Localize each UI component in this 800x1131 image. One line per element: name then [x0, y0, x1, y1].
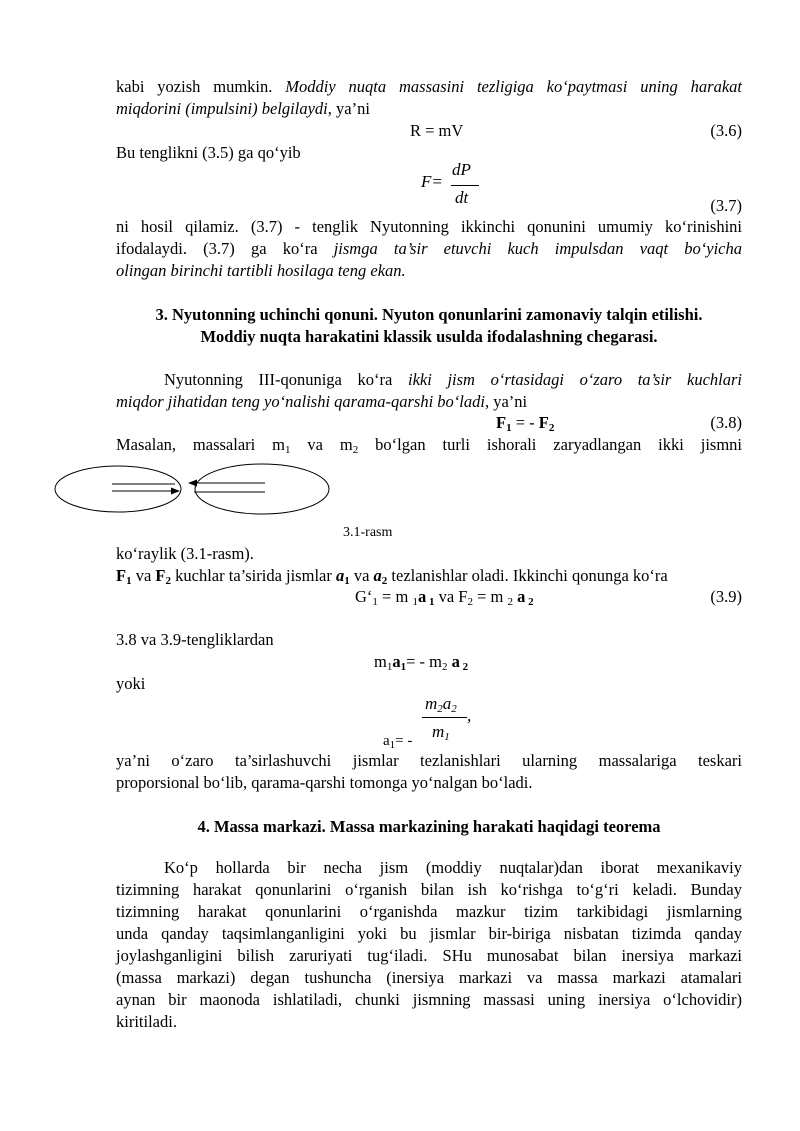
fraction-comma: , [467, 706, 472, 725]
fraction-bar [422, 717, 467, 718]
body-2-ellipse [195, 464, 329, 514]
text-line: Bu tenglikni (3.5) ga qo‘yib [116, 143, 301, 162]
equation-3-6: R = mV [410, 121, 464, 140]
equation-number: (3.7) [710, 196, 742, 215]
text-line: tizimning harakat qonunlarini o‘rganishda mazkur tizim tarkibidagi jismlarning [116, 902, 742, 921]
equation-mass-acceleration: $m_1a_1= - m_2$ a $_2$ [374, 652, 469, 673]
text-line: Masalan, massalari $m_1$ va $m_2$ bo‘lgan turli ishorali zaryadlangan ikki jismni [116, 435, 742, 456]
equation-3-9: $G‘_1 = m$ $_1$a $_1$ va $F_2 = m$ $_2$ a $_2$ [355, 587, 534, 608]
text-line: 3.8 va 3.9-tengliklardan [116, 630, 274, 649]
text-line: proporsional bo‘lib, qarama-qarshi tomonga yo‘nalgan bo‘ladi. [116, 773, 533, 792]
text-line: ya’ni o‘zaro ta’sirlashuvchi jismlar tezlanishlari ularning massalariga teskari [116, 751, 742, 770]
text-line: ni hosil qilamiz. (3.7) - tenglik Nyutonning ikkinchi qonunini umumiy ko‘rinishini [116, 217, 742, 236]
text-line: miqdor jihatidan teng yo‘nalishi qarama-qarshi bo‘ladi, ya’ni [116, 392, 528, 411]
fraction-denominator: dt [455, 188, 469, 207]
fraction-numerator: dP [452, 160, 471, 179]
body-1-ellipse [55, 466, 181, 512]
section-heading: 3. Nyutonning uchinchi qonuni. Nyuton qonunlarini zamonaviy talqin etilishi. [155, 305, 703, 324]
text-line: kabi yozish mumkin. Moddiy nuqta massasini tezligiga ko‘paytmasi uning harakat [116, 77, 742, 96]
equation-3-8: $F_1$ = - $F_2$ [496, 413, 555, 434]
text-line: aynan bir maonoda ishlatiladi, chunki jismning massasi uning inersiya o‘lchovidir) [116, 990, 742, 1009]
fraction-numerator: $m_2a_2$ [425, 694, 457, 715]
equation-number: (3.6) [710, 121, 742, 140]
text-line: miqdorini (impulsini) belgilaydi, ya’ni [116, 99, 370, 118]
text-line: Ko‘p hollarda bir necha jism (moddiy nuqtalar)dan iborat mexanikaviy [164, 858, 742, 877]
text-line: kiritiladi. [116, 1012, 177, 1031]
text-line: ko‘raylik (3.1-rasm). [116, 544, 254, 563]
fraction-denominator: $m_1$ [432, 722, 450, 743]
text-line: joylashganligini bilish zaruriyati tug‘iladi. SHu munosabat bilan inersiya markazi [116, 946, 742, 965]
figure-caption: 3.1-rasm [343, 525, 393, 540]
section-heading: 4. Massa markazi. Massa markazining harakati haqidagi teorema [197, 817, 661, 836]
text-line: ifodalaydi. (3.7) ga ko‘ra jismga ta’sir etuvchi kuch impulsdan vaqt bo‘yicha [116, 239, 742, 258]
text-line: tizimning harakat qonunlarini o‘rganish bilan ish ko‘rishga to‘g‘ri keladi. Bunday [116, 880, 742, 899]
text-line: (massa markazi) degan tushuncha (inersiya markazi va massa markazi atamalari [116, 968, 742, 987]
text-line: olingan birinchi tartibli hosilaga teng ekan. [116, 261, 406, 280]
text-line: yoki [116, 674, 146, 693]
equation-number: (3.9) [710, 587, 742, 606]
equation-number: (3.8) [710, 413, 742, 432]
text-line: $F_1$ va $F_2$ kuchlar ta’sirida jismlar $a_1$ va $a_2$ tezlanishlar oladi. Ikkinchi qonunga ko‘ra [116, 566, 668, 587]
equation-lhs: F= [421, 172, 443, 191]
equation-lhs: $a_1=$ - [383, 733, 413, 751]
arrowhead-icon [171, 488, 180, 495]
text-line: unda qanday taqsimlanganligini yoki bu jismlar bir-biriga nisbatan tizimda qanday [116, 924, 742, 943]
arrowhead-icon [188, 480, 197, 487]
text-line: Nyutonning III-qonuniga ko‘ra ikki jism o‘rtasidagi o‘zaro ta’sir kuchlari [164, 370, 742, 389]
section-heading: Moddiy nuqta harakatini klassik usulda ifodalashning chegarasi. [200, 327, 658, 346]
